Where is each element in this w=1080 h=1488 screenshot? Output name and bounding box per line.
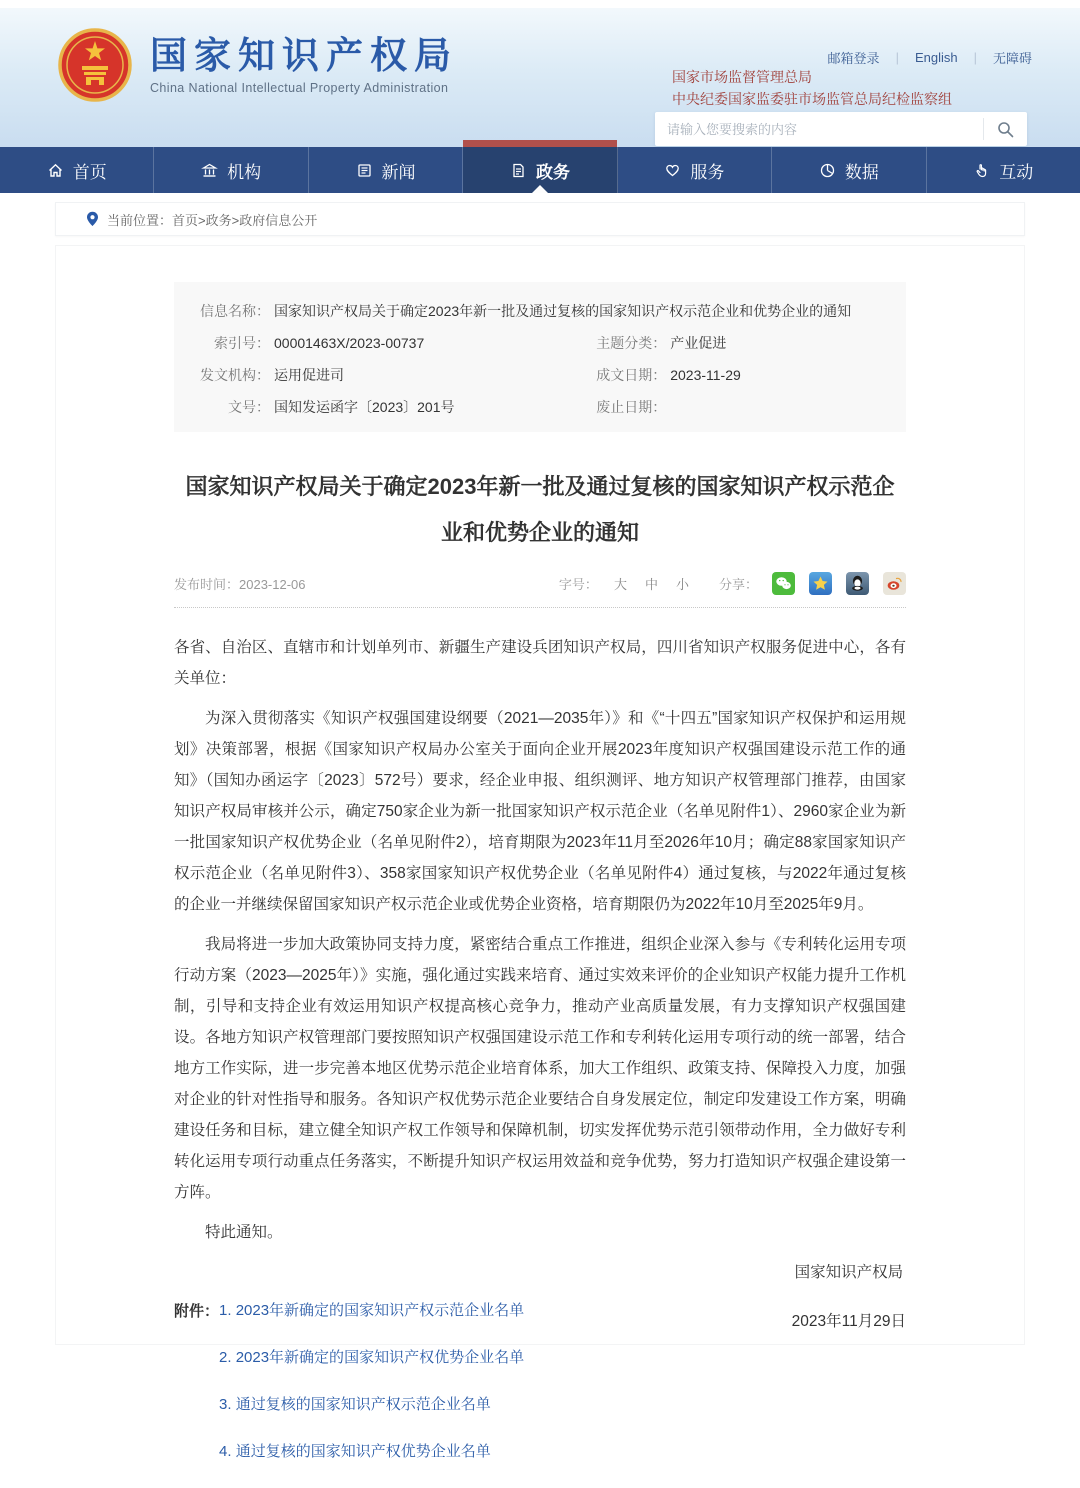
nav-item-data[interactable] <box>772 147 926 193</box>
mail-login-link[interactable]: 邮箱登录 <box>827 51 880 66</box>
document-info-panel <box>174 282 906 432</box>
interaction-hand-icon <box>973 162 990 179</box>
site-subtitle: China National Intellectual Property Administration <box>150 81 449 95</box>
article-meta <box>174 572 906 595</box>
signature-block <box>792 1262 906 1333</box>
nav-label: 政务 <box>535 162 570 182</box>
info-date-label: 成文日期： <box>596 367 667 383</box>
info-topic-label: 主题分类： <box>596 335 667 351</box>
site-logo[interactable] <box>58 28 458 102</box>
nav-label: 新闻 <box>381 162 416 182</box>
breadcrumb-label: 当前位置： <box>107 212 173 228</box>
share-label: 分享： <box>718 577 758 592</box>
signature-date: 2023年11月29日 <box>791 1313 906 1330</box>
search-button[interactable] <box>983 118 1027 140</box>
nav-label: 机构 <box>227 162 262 182</box>
info-name-value: 国家知识产权局关于确定2023年新一批及通过复核的国家知识产权示范企业和优势企业的通知 <box>274 303 852 319</box>
nav-label: 数据 <box>844 162 879 182</box>
body-paragraph-1: 为深入贯彻落实《知识产权强国建设纲要（2021—2035年）》和《“十四五”国家知识产权保护和运用规划》决策部署，根据《国家知识产权局办公室关于面向企业开展2023年度知识产权强国建设示范工作的通知》（国知办函运字〔2023〕572号）要求，经企业申报、组织测评、地方知识产权管理部门推荐，由国家知识产权局审核并公示，确定750家企业为新一批国家知识产权示范企业（名单见附件1）、2960家企业为新一批国家知识产权优势企业（名单见附件2），培育期限为2023年11月至2026年10月；确定88家国家知识产权示范企业（名单见附件3）、358家国家知识产权优势企业（名单见附件4）通过复核，与2022年通过复核的企业一并继续保留国家知识产权示范企业或优势企业资格，培育期限仍为2022年10月至2025年9月。 <box>174 710 906 913</box>
location-pin-icon <box>86 211 99 227</box>
font-size-label: 字号： <box>558 577 598 592</box>
active-tab-arrow <box>532 185 548 193</box>
salutation-paragraph: 各省、自治区、直辖市和计划单列市、新疆生产建设兵团知识产权局，四川省知识产权服务促进中心，各有关单位： <box>174 639 906 687</box>
nav-item-interact[interactable] <box>927 147 1080 193</box>
info-issuer-value: 运用促进司 <box>274 367 344 383</box>
related-org-links <box>672 66 952 110</box>
link-divider: | <box>895 50 899 65</box>
nav-label: 互动 <box>999 162 1034 182</box>
font-size-large[interactable]: 大 <box>613 577 627 592</box>
link-divider: | <box>973 50 977 65</box>
org-link-discipline[interactable]: 中央纪委国家监委驻市场监管总局纪检监察组 <box>672 91 952 107</box>
article-body <box>174 632 906 1248</box>
qzone-share-icon[interactable] <box>809 572 832 595</box>
active-tab-indicator <box>463 140 616 147</box>
info-docno-value: 国知发运函字〔2023〕201号 <box>274 399 455 415</box>
info-index-value: 00001463X/2023-00737 <box>274 335 425 351</box>
closing-line: 特此通知。 <box>205 1224 283 1241</box>
nav-item-gov-affairs[interactable] <box>463 147 617 193</box>
breadcrumb-path[interactable]: 首页>政务>政府信息公开 <box>172 212 318 228</box>
attachment-link-3[interactable]: 3. 通过复核的国家知识产权示范企业名单 <box>219 1396 491 1413</box>
font-size-small[interactable]: 小 <box>675 577 689 592</box>
body-paragraph-2: 我局将进一步加大政策协同支持力度，紧密结合重点工作推进，组织企业深入参与《专利转化运用专项行动方案（2023—2025年）》实施，强化通过实践来培育、通过实效来评价的企业知识产权能力提升工作机制，引导和支持企业有效运用知识产权提高核心竞争力，推动产业高质量发展，有力支撑知识产权强国建设。各地方知识产权管理部门要按照知识产权强国建设示范工作和专利转化运用专项行动的统一部署，结合地方工作实际，进一步完善本地区优势示范企业培育体系，加大工作组织、政策支持、保障投入力度，加强对企业的针对性指导和服务。各知识产权优势示范企业要结合自身发展定位，制定印发建设工作方案，明确建设任务和目标，建立健全知识产权工作领导和保障机制，切实发挥优势示范引领带动作用，全力做好专利转化运用专项行动重点任务落实，不断提升知识产权运用效益和竞争优势，努力打造知识产权强企建设第一方阵。 <box>174 936 906 1201</box>
org-link-samr[interactable]: 国家市场监督管理总局 <box>672 69 812 85</box>
accessibility-link[interactable]: 无障碍 <box>992 51 1032 66</box>
english-link[interactable]: English <box>914 50 958 65</box>
site-search <box>655 112 1027 146</box>
site-title: 国家知识产权局 <box>150 35 458 76</box>
info-index-label: 索引号： <box>214 335 270 351</box>
document-icon <box>510 162 527 179</box>
wechat-share-icon[interactable] <box>772 572 795 595</box>
publish-date: 发布时间：2023-12-06 <box>174 577 306 592</box>
info-repeal-value <box>666 396 670 418</box>
qq-share-icon[interactable] <box>846 572 869 595</box>
breadcrumb <box>55 202 1025 236</box>
info-row-docno <box>174 391 906 423</box>
national-emblem-icon <box>58 28 132 102</box>
info-docno-label: 文号： <box>228 399 270 415</box>
search-icon <box>997 121 1014 138</box>
pie-chart-icon <box>819 162 836 179</box>
attachment-link-1[interactable]: 1. 2023年新确定的国家知识产权示范企业名单 <box>219 1302 525 1319</box>
meta-divider <box>174 607 906 608</box>
attachment-link-4[interactable]: 4. 通过复核的国家知识产权优势企业名单 <box>219 1443 491 1460</box>
info-repeal-label: 废止日期： <box>596 399 667 415</box>
main-nav <box>0 147 1080 193</box>
article-card <box>55 245 1025 1460</box>
nav-item-service[interactable] <box>618 147 772 193</box>
institution-icon <box>201 162 218 179</box>
share-icons <box>772 572 906 595</box>
info-name-label: 信息名称： <box>200 303 270 319</box>
info-row-name <box>174 295 906 327</box>
attachments-list <box>219 1300 524 1488</box>
nav-label: 服务 <box>690 162 725 182</box>
signature-agency: 国家知识产权局 <box>794 1264 904 1281</box>
attachment-link-2[interactable]: 2. 2023年新确定的国家知识产权优势企业名单 <box>219 1349 525 1366</box>
service-heart-icon <box>664 162 681 179</box>
site-header <box>0 8 1080 147</box>
attachments-label: 附件： <box>174 1303 220 1320</box>
page <box>0 8 1080 1460</box>
weibo-share-icon[interactable] <box>883 572 906 595</box>
info-issuer-label: 发文机构： <box>200 367 270 383</box>
font-size-medium[interactable]: 中 <box>644 577 658 592</box>
info-topic-value: 产业促进 <box>670 335 727 351</box>
article-title: 国家知识产权局关于确定2023年新一批及通过复核的国家知识产权示范企业和优势企业的通知 <box>185 474 895 545</box>
nav-item-home[interactable] <box>0 147 154 193</box>
nav-item-news[interactable] <box>309 147 463 193</box>
nav-label: 首页 <box>72 162 107 182</box>
info-row-issuer <box>174 359 906 391</box>
info-row-index <box>174 327 906 359</box>
nav-item-org[interactable] <box>154 147 308 193</box>
info-date-value: 2023-11-29 <box>670 367 741 383</box>
home-icon <box>47 162 64 179</box>
news-icon <box>356 162 373 179</box>
search-input[interactable] <box>655 112 983 146</box>
top-utility-links <box>828 48 1032 67</box>
